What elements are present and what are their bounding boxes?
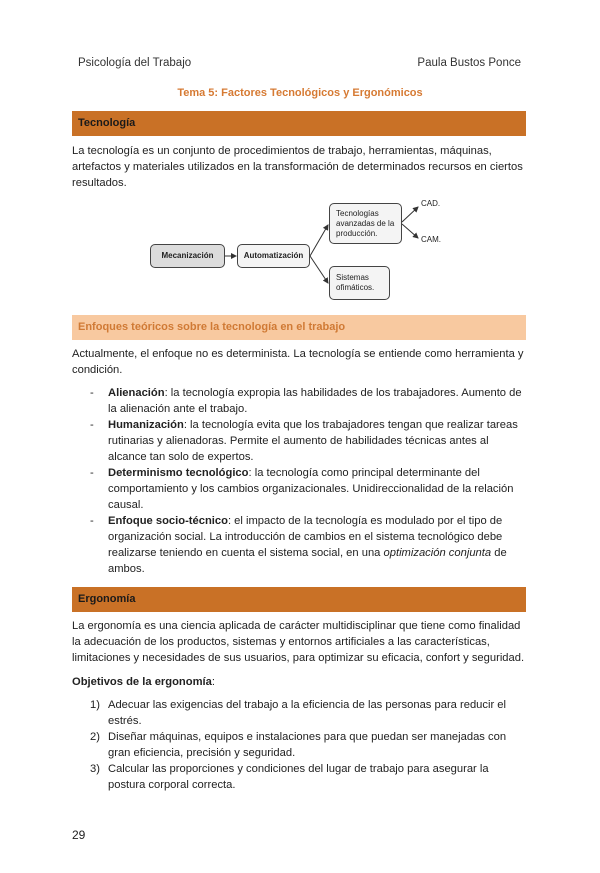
list-item: - Determinismo tecnológico: la tecnología como principal determinante del comportamiento y los cambios organizacionales. Unidireccionalidad de la relación causal. (90, 467, 514, 511)
header-course: Psicología del Trabajo (78, 57, 192, 69)
objetivos-heading: Objetivos de la ergonomía: (72, 676, 215, 688)
box-mecanizacion: Mecanización (150, 244, 225, 268)
list-item: 3) Calcular las proporciones y condiciones del lugar de trabajo para asegurar la postura corporal correcta. (90, 763, 489, 791)
list-item: 1) Adecuar las exigencias del trabajo a la eficiencia de las personas para reducir el estrés. (90, 699, 507, 727)
ergonomia-paragraph: La ergonomía es una ciencia aplicada de carácter multidisciplinar que tiene como finalidad la adecuación de los productos, sistemas y entornos artificiales a las características, limitaciones y necesidades de sus usuarios, para optimizar su eficacia, confort y seguridad. (72, 620, 525, 664)
section-heading-ergonomia: Ergonomía (72, 587, 526, 612)
objetivos-list (90, 697, 528, 793)
box-sistemas-ofimaticos: Sistemas ofimáticos. (329, 266, 390, 300)
page-number: 29 (72, 828, 86, 842)
section-heading-enfoques: Enfoques teóricos sobre la tecnología en el trabajo (72, 315, 526, 340)
list-item: 2) Diseñar máquinas, equipos e instalaciones para que puedan ser manejadas con gran eficiencia, precisión y seguridad. (90, 731, 507, 759)
technology-diagram (0, 195, 600, 315)
tecnologia-paragraph: La tecnología es un conjunto de procedimientos de trabajo, herramientas, máquinas, artefactos y materiales utilizados en la transformación de determinados recursos en ciertos resultados. (72, 145, 523, 189)
header-author: Paula Bustos Ponce (417, 57, 521, 69)
list-item: - Enfoque socio-técnico: el impacto de la tecnología es modulado por el tipo de organización social. La introducción de cambios en el sistema tecnológico debe realizarse teniendo en cuenta el sistema social, en una optimización conjunta de ambos. (90, 515, 507, 575)
label-cam: CAM. (421, 235, 441, 244)
box-tecnologias-avanzadas: Tecnologías avanzadas de la producción. (329, 203, 402, 244)
list-item: - Humanización: la tecnología evita que los trabajadores tengan que realizar tareas rutinarias y alienadoras. Permite el aumento de habilidades técnicas antes al alcance tan solo de expertos. (90, 419, 518, 463)
label-cad: CAD. (421, 199, 441, 208)
page-title: Tema 5: Factores Tecnológicos y Ergonómicos (177, 87, 423, 99)
list-item: - Alienación: la tecnología expropia las habilidades de los trabajadores. Aumento de la alienación ante el trabajo. (90, 387, 522, 415)
page-content (72, 0, 528, 873)
box-automatizacion: Automatización (237, 244, 310, 268)
enfoques-list (90, 385, 528, 577)
section-heading-tecnologia: Tecnología (72, 111, 526, 136)
enfoques-intro: Actualmente, el enfoque no es determinista. La tecnología se entiende como herramienta y condición. (72, 348, 524, 376)
